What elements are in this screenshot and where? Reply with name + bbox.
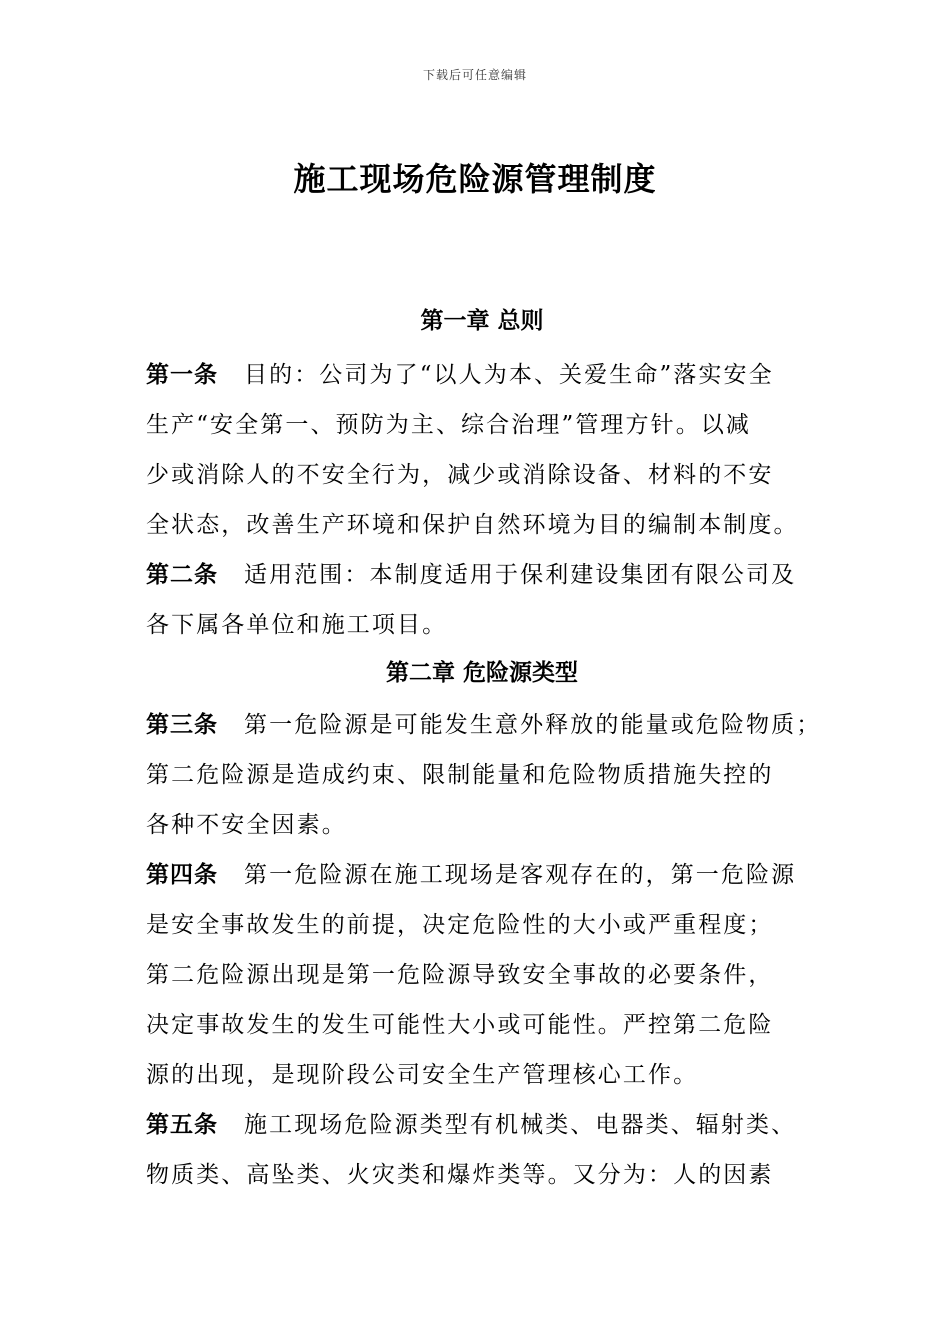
chapter-heading-1: 第一章 总则 xyxy=(420,307,544,334)
article-text: 全状态，改善生产环境和保护自然环境为目的编制本制度。 xyxy=(146,512,799,538)
article-2-line-1 xyxy=(146,550,818,600)
article-label: 第一条 xyxy=(146,361,218,388)
article-text: 第二危险源是造成约束、限制能量和危险物质措施失控的 xyxy=(146,762,774,788)
article-4-line-1 xyxy=(146,850,818,900)
article-text: 物质类、高坠类、火灾类和爆炸类等。又分为：人的因素 xyxy=(146,1162,774,1188)
document-title: 施工现场危险源管理制度 xyxy=(293,160,657,198)
article-text: 源的出现，是现阶段公司安全生产管理核心工作。 xyxy=(146,1062,699,1088)
article-text: 生产“安全第一、预防为主、综合治理”管理方针。以减 xyxy=(146,412,752,438)
article-label: 第二条 xyxy=(146,561,218,588)
article-2 xyxy=(146,550,818,650)
article-3 xyxy=(146,700,822,850)
chapter-heading-2: 第二章 危险源类型 xyxy=(385,659,578,686)
article-label: 第四条 xyxy=(146,861,218,888)
header-note: 下载后可任意编辑 xyxy=(422,68,527,82)
article-1-line-1 xyxy=(146,350,818,400)
article-3-line-1 xyxy=(146,700,822,750)
article-text: 第一危险源是可能发生意外释放的能量或危险物质； xyxy=(244,712,822,738)
document-body xyxy=(146,302,822,1200)
article-label: 第三条 xyxy=(146,711,218,738)
article-text: 第一危险源在施工现场是客观存在的，第一危险源 xyxy=(244,862,797,888)
article-text: 各种不安全因素。 xyxy=(146,812,347,838)
article-1 xyxy=(146,350,818,550)
article-text: 各下属各单位和施工项目。 xyxy=(146,612,448,638)
article-4 xyxy=(146,850,818,1100)
article-5-line-1 xyxy=(146,1100,818,1150)
article-text: 施工现场危险源类型有机械类、电器类、辐射类、 xyxy=(244,1112,797,1138)
article-text: 适用范围：本制度适用于保利建设集团有限公司及 xyxy=(244,562,797,588)
article-5 xyxy=(146,1100,818,1200)
article-text: 决定事故发生的发生可能性大小或可能性。严控第二危险 xyxy=(146,1012,774,1038)
article-text: 第二危险源出现是第一危险源导致安全事故的必要条件， xyxy=(146,962,774,988)
article-label: 第五条 xyxy=(146,1111,218,1138)
article-text: 是安全事故发生的前提，决定危险性的大小或严重程度； xyxy=(146,912,774,938)
article-text: 少或消除人的不安全行为，减少或消除设备、材料的不安 xyxy=(146,462,774,488)
article-text: 目的：公司为了“以人为本、关爱生命”落实安全 xyxy=(244,362,774,388)
